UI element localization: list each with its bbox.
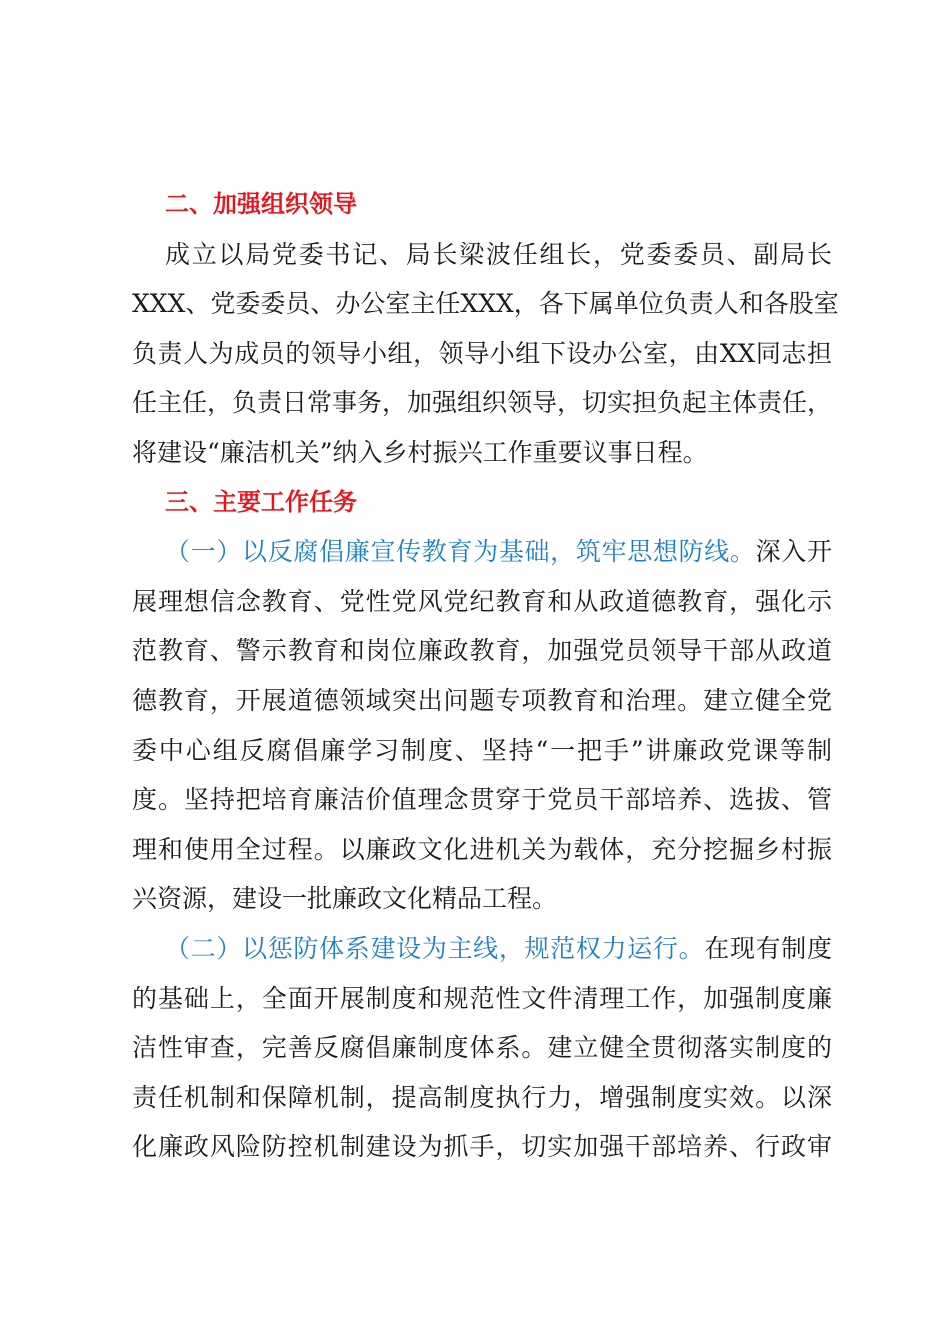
paragraph-line: 责任机制和保障机制，提高制度执行力，增强制度实效。以深: [132, 1082, 832, 1112]
section-heading-organization: 二、加强组织领导: [165, 190, 357, 218]
paragraph-line: 成立以局党委书记、局长梁波任组长，党委委员、副局长: [165, 239, 832, 269]
paragraph-line: 兴资源，建设一批廉政文化精品工程。: [132, 884, 558, 914]
paragraph-line: 德教育，开展道德领域突出问题专项教育和治理。建立健全党: [132, 685, 832, 715]
subsection-title-1: （一）以反腐倡廉宣传教育为基础，筑牢思想防线。: [165, 537, 756, 567]
subsection-title-2: （二）以惩防体系建设为主线，规范权力运行。: [165, 933, 705, 963]
subsection-first-line: [132, 527, 832, 577]
paragraph-line: XXX、党委委员、办公室主任XXX，各下属单位负责人和各股室: [132, 289, 839, 319]
paragraph-line: 理和使用全过程。以廉政文化进机关为载体，充分挖掘乡村振: [132, 834, 832, 864]
paragraph-line: 的基础上，全面开展制度和规范性文件清理工作，加强制度廉: [132, 983, 832, 1013]
paragraph-line: 化廉政风险防控机制建设为抓手，切实加强干部培养、行政审: [132, 1132, 832, 1162]
paragraph-line: 任主任，负责日常事务，加强组织领导，切实担负起主体责任，: [132, 388, 833, 418]
paragraph-line: 洁性审查，完善反腐倡廉制度体系。建立健全贯彻落实制度的: [132, 1033, 832, 1063]
paragraph-line: 展理想信念教育、党性党风党纪教育和从政道德教育，强化示: [132, 586, 832, 616]
paragraph-line: 将建设“廉洁机关”纳入乡村振兴工作重要议事日程。: [132, 437, 708, 467]
section-heading-main-tasks: 三、主要工作任务: [165, 487, 357, 516]
paragraph-line: 度。坚持把培育廉洁价值理念贯穿于党员干部培养、选拔、管: [132, 785, 832, 815]
document-page: [132, 180, 839, 1172]
paragraph-text: 在现有制度: [704, 933, 832, 963]
paragraph-line: 范教育、警示教育和岗位廉政教育，加强党员领导干部从政道: [132, 636, 832, 666]
paragraph-line: 委中心组反腐倡廉学习制度、坚持“一把手”讲廉政党课等制: [132, 735, 832, 765]
paragraph-text: 深入开: [755, 537, 832, 567]
subsection-first-line: [132, 924, 832, 974]
paragraph-line: 负责人为成员的领导小组，领导小组下设办公室，由XX同志担: [132, 338, 832, 368]
